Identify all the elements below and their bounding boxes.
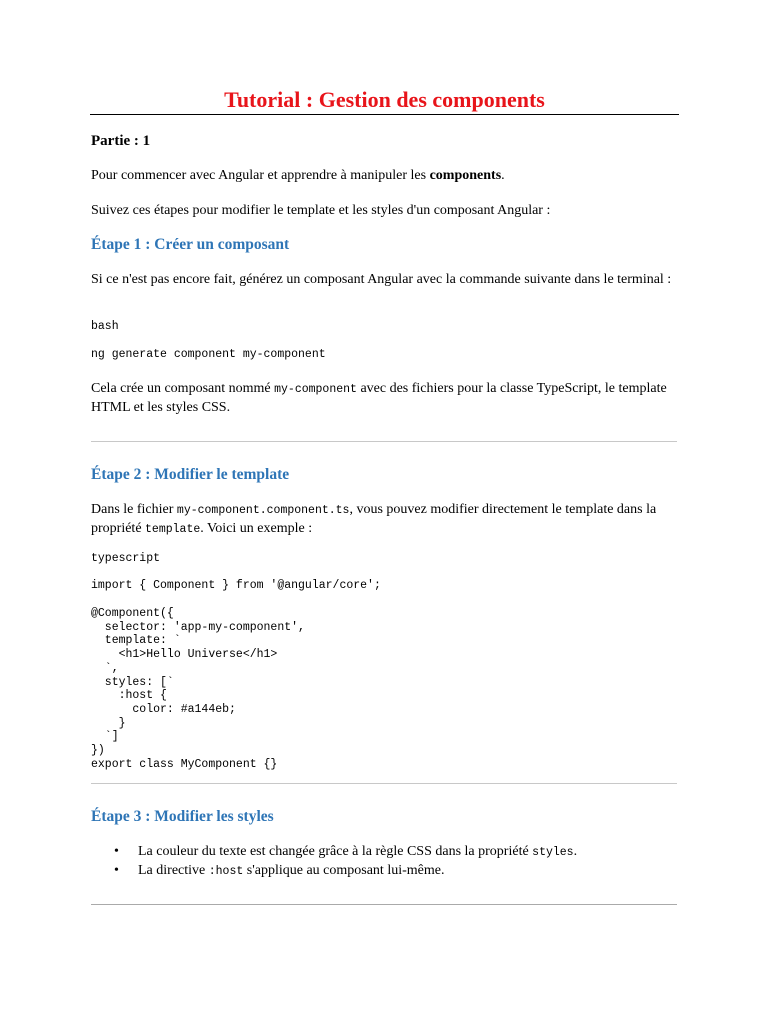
step1-after-inline-code: my-component — [274, 383, 357, 396]
step1-after-paragraph — [91, 380, 681, 417]
intro-paragraph — [91, 167, 681, 185]
part-heading: Partie : 1 — [91, 133, 151, 149]
bullet2-inline-code: :host — [208, 864, 244, 878]
step1-after-text-after: avec des fichiers pour la classe TypeScript, le template HTML et les styles CSS. — [91, 381, 667, 415]
step2-paragraph — [91, 501, 681, 539]
step3-heading: Étape 3 : Modifier les styles — [91, 808, 274, 825]
intro-bold-term: components — [429, 168, 502, 183]
intro-text-after: . — [501, 168, 505, 183]
section-divider-3 — [91, 904, 677, 905]
document-title: Tutorial : Gestion des components — [224, 87, 545, 112]
step2-inline-code-filename: my-component.component.ts — [176, 504, 350, 517]
bullet2-text-after: s'applique au composant lui-même. — [243, 862, 445, 878]
step3-bullet-2 — [91, 862, 681, 881]
step2-code-block: @Component({ selector: 'app-my-component', template: ` <h1>Hello Universe</h1> `, styles: [` :host { color: #a144eb; } `] }) export class MyComponent {} — [91, 607, 305, 771]
step2-text-after: . Voici un exemple : — [200, 521, 313, 536]
intro-paragraph-2: Suivez ces étapes pour modifier le template et les styles d'un composant Angular : — [91, 203, 551, 218]
section-divider-2 — [91, 783, 677, 784]
section-divider-1 — [91, 441, 677, 442]
step3-bullet-1 — [91, 843, 681, 862]
step2-text-middle: , vous pouvez modifier directement le template dans la propriété — [91, 502, 657, 536]
step1-after-text-before: Cela crée un composant nommé — [91, 381, 275, 396]
step2-import-line: import { Component } from '@angular/core'; — [91, 579, 381, 592]
step1-heading: Étape 1 : Créer un composant — [91, 236, 290, 253]
bullet1-text-after: . — [573, 844, 578, 859]
step1-code-lang: bash — [91, 320, 119, 333]
title-underline — [90, 114, 679, 115]
step2-text-before: Dans le fichier — [91, 502, 177, 517]
intro-text-before: Pour commencer avec Angular et apprendre à manipuler les — [91, 168, 430, 183]
step3-bullet-list — [91, 843, 681, 880]
step2-inline-code-template: template — [145, 523, 201, 536]
bullet1-text-before: La couleur du texte est changée grâce à la règle CSS dans la propriété — [138, 844, 533, 859]
step1-command: ng generate component my-component — [91, 348, 326, 361]
step2-code-lang: typescript — [91, 552, 161, 565]
bullet1-inline-code: styles — [532, 846, 574, 859]
bullet2-text-before: La directive — [138, 862, 209, 878]
step1-paragraph: Si ce n'est pas encore fait, générez un composant Angular avec la commande suivante dans le terminal : — [91, 272, 672, 287]
step2-heading: Étape 2 : Modifier le template — [91, 466, 290, 483]
